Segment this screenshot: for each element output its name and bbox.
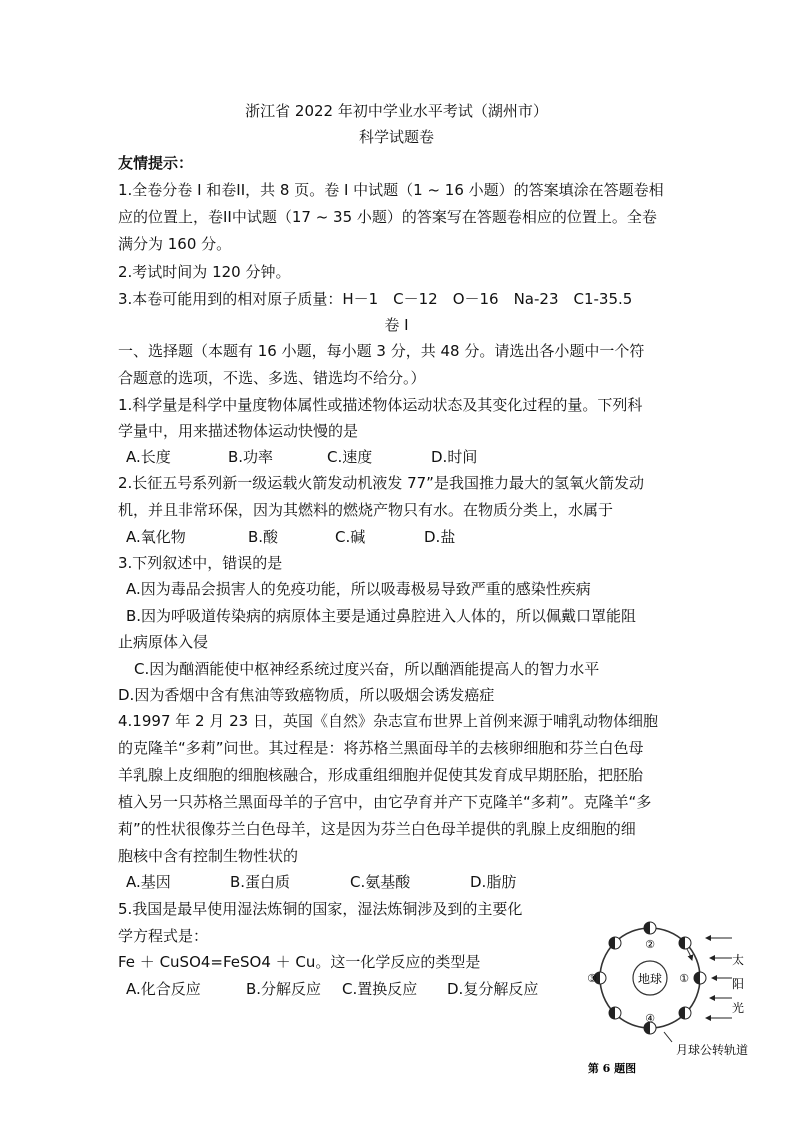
section-label: 卷 I xyxy=(384,316,409,334)
notice-line: 应的位置上，卷II中试题（17 ~ 35 小题）的答案写在答题卷相应的位置上。全卷 xyxy=(118,208,657,226)
exam-subtitle: 科学试题卷 xyxy=(358,128,434,146)
question-1-option-b: B.功率 xyxy=(228,448,274,466)
question-1-stem: 学量中，用来描述物体运动快慢的是 xyxy=(118,422,359,440)
question-1-option-a: A.长度 xyxy=(126,448,171,466)
question-4-option-c: C.氨基酸 xyxy=(350,873,411,891)
question-3-option-b-cont: 止病原体入侵 xyxy=(118,633,209,651)
question-2-option-b: B.酸 xyxy=(248,528,279,546)
sunlight-label-1: 太 xyxy=(731,953,745,967)
notice-line: 满分为 160 分。 xyxy=(118,235,232,253)
question-5-option-c: C.置换反应 xyxy=(342,980,418,998)
question-2-stem: 机，并且非常环保，因为其燃料的燃烧产物只有水。在物质分类上，水属于 xyxy=(118,501,614,519)
sunlight-label-3: 光 xyxy=(731,1001,745,1015)
question-1-stem: 1.科学量是科学中量度物体属性或描述物体运动状态及其变化过程的量。下列科 xyxy=(118,396,643,414)
question-5-stem: 学方程式是： xyxy=(118,927,209,945)
section-heading: 合题意的选项，不选、多选、错选均不给分。） xyxy=(118,369,426,387)
question-2-option-c: C.碱 xyxy=(335,528,366,546)
question-2-stem: 2.长征五号系列新一级运载火箭发动机液发 77”是我国推力最大的氢氧火箭发动 xyxy=(118,474,644,492)
question-5-option-d: D.复分解反应 xyxy=(447,980,539,998)
question-4-stem: 莉”的性状很像芬兰白色母羊，这是因为芬兰白色母羊提供的乳腺上皮细胞的细 xyxy=(118,820,636,838)
position-label-1: ① xyxy=(679,972,689,985)
question-4-stem: 的克隆羊“多莉”问世。其过程是：将苏格兰黑面母羊的去核卵细胞和芬兰白色母 xyxy=(118,739,644,757)
question-5-equation: Fe ＋ CuSO4=FeSO4 ＋ Cu。这一化学反应的类型是 xyxy=(118,953,481,971)
notice-line: 3.本卷可能用到的相对原子质量：H－1 C－12 O－16 Na-23 C1-35.5 xyxy=(118,290,633,308)
question-5-option-b: B.分解反应 xyxy=(246,980,322,998)
sunlight-label-2: 阳 xyxy=(731,977,745,991)
moon-position-1 xyxy=(694,972,706,984)
question-4-stem: 4.1997 年 2 月 23 日，英国《自然》杂志宣布世界上首例来源于哺乳动物体细胞 xyxy=(118,712,658,730)
question-4-option-d: D.脂肪 xyxy=(470,873,517,891)
question-1-option-d: D.时间 xyxy=(431,448,478,466)
section-heading: 一、选择题（本题有 16 小题，每小题 3 分，共 48 分。请选出各小题中一个符 xyxy=(118,342,645,360)
position-label-2: ② xyxy=(645,938,655,951)
question-4-option-b: B.蛋白质 xyxy=(230,873,291,891)
position-label-4: ④ xyxy=(645,1012,655,1025)
sunlight-arrows xyxy=(706,938,732,1018)
question-4-stem: 胞核中含有控制生物性状的 xyxy=(118,847,299,865)
question-1-option-c: C.速度 xyxy=(327,448,373,466)
question-3-option-c: C.因为酗酒能使中枢神经系统过度兴奋，所以酗酒能提高人的智力水平 xyxy=(134,660,600,678)
question-3-option-b: B.因为呼吸道传染病的病原体主要是通过鼻腔进入人体的，所以佩戴口罩能阻 xyxy=(126,607,637,625)
question-2-option-d: D.盐 xyxy=(424,528,456,546)
notice-heading: 友情提示： xyxy=(118,154,194,172)
question-4-stem: 羊乳腺上皮细胞的细胞核融合，形成重组细胞并促使其发育成早期胚胎，把胚胎 xyxy=(118,766,644,784)
question-5-option-a: A.化合反应 xyxy=(126,980,201,998)
question-2-option-a: A.氧化物 xyxy=(126,528,186,546)
question-3-stem: 3.下列叙述中，错误的是 xyxy=(118,554,283,572)
question-4-stem: 植入另一只苏格兰黑面母羊的子宫中，由它孕育并产下克隆羊“多莉”。克隆羊“多 xyxy=(118,793,652,811)
question-3-option-a: A.因为毒品会损害人的免疫功能，所以吸毒极易导致严重的感染性疾病 xyxy=(126,580,591,598)
orbit-label: 月球公转轨道 xyxy=(675,1043,749,1057)
figure-caption: 第 6 题图 xyxy=(587,1062,637,1075)
moon-orbit-figure xyxy=(572,908,752,1080)
notice-line: 1.全卷分卷 I 和卷II，共 8 页。卷 I 中试题（1 ~ 16 小题）的答案填涂在答题卷相 xyxy=(118,181,664,199)
question-4-option-a: A.基因 xyxy=(126,873,171,891)
question-5-stem: 5.我国是最早使用湿法炼铜的国家，湿法炼铜涉及到的主要化 xyxy=(118,900,523,918)
question-3-option-d: D.因为香烟中含有焦油等致癌物质，所以吸烟会诱发癌症 xyxy=(118,686,495,704)
notice-line: 2.考试时间为 120 分钟。 xyxy=(118,263,291,281)
position-label-3: ③ xyxy=(587,972,597,985)
exam-title: 浙江省 2022 年初中学业水平考试（湖州市） xyxy=(245,102,548,120)
orbit-label-pointer xyxy=(664,1032,672,1042)
earth-label: 地球 xyxy=(637,972,663,986)
moon-position-2 xyxy=(644,922,656,934)
